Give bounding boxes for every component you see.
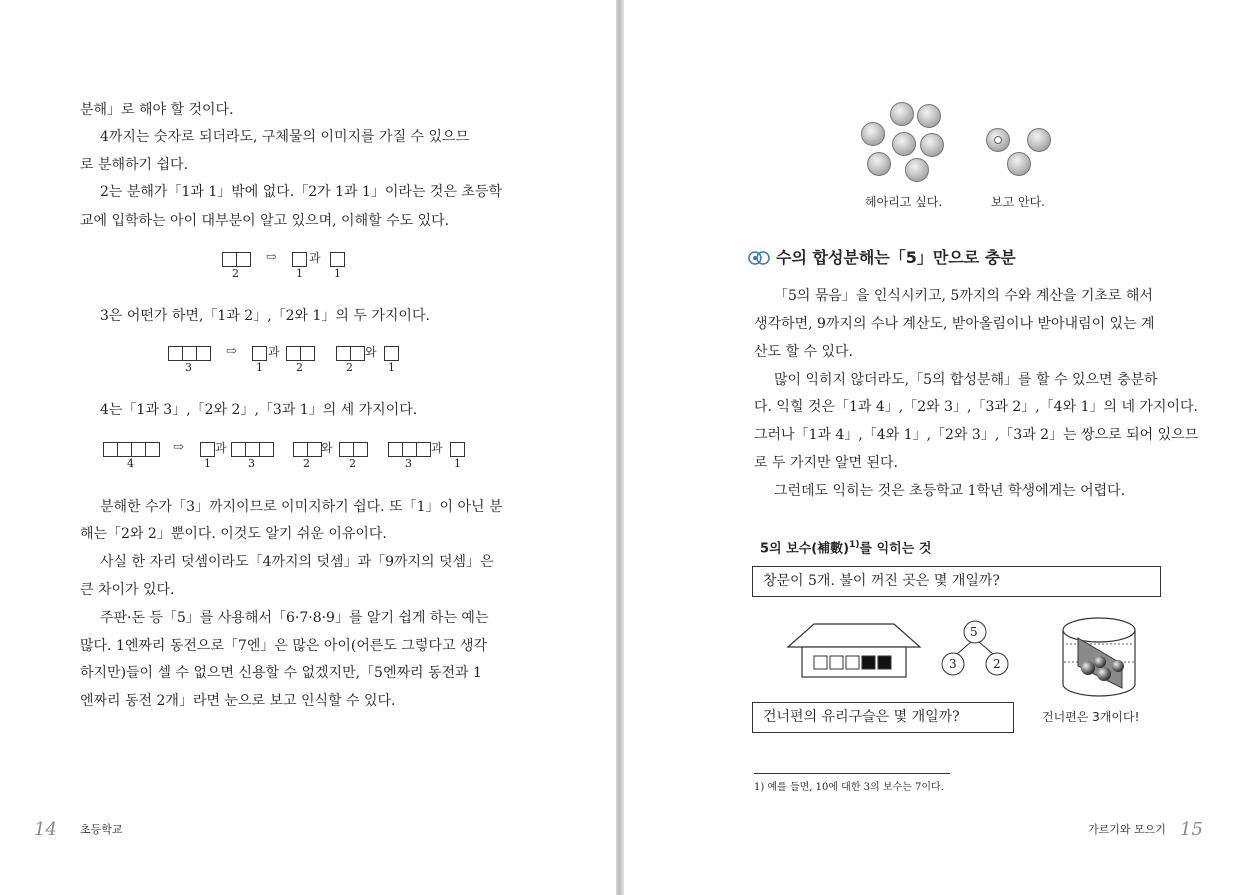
paragraph-line: 많이 익히지 않더라도,「5의 합성분해」를 할 수 있으면 충분하 bbox=[774, 372, 1158, 388]
box-label: 3 bbox=[405, 457, 412, 470]
box-group-2 bbox=[293, 442, 321, 456]
box-label: 3 bbox=[185, 361, 192, 374]
coin-icon bbox=[905, 158, 929, 182]
connector-word: 와 bbox=[365, 345, 377, 359]
box-label: 1 bbox=[454, 457, 461, 470]
paragraph-line: 하지만)들이 셀 수 없으면 신용할 수 없겠지만,「5엔짜리 동전과 1 bbox=[80, 665, 482, 681]
box-group-1 bbox=[252, 346, 266, 360]
arrow-icon: ⇨ bbox=[266, 250, 277, 265]
tree-top-number: 5 bbox=[970, 625, 978, 639]
footnote: 1) 예를 들면, 10에 대한 3의 보수는 7이다. bbox=[754, 782, 944, 793]
tree-right-number: 2 bbox=[993, 657, 1001, 671]
coin-icon bbox=[917, 104, 941, 128]
paragraph-line: 교에 입학하는 아이 대부분이 알고 있으며, 이해할 수도 있다. bbox=[80, 213, 450, 229]
connector-word: 과 bbox=[309, 251, 321, 265]
coin-caption-see: 보고 안다. bbox=[991, 195, 1045, 209]
subheading bbox=[760, 534, 931, 560]
box-label: 2 bbox=[296, 361, 303, 374]
section-heading: 수의 합성분해는「5」만으로 충분 bbox=[776, 248, 1016, 267]
arrow-icon: ⇨ bbox=[173, 440, 184, 455]
page-number: 14 bbox=[34, 819, 57, 840]
box-group-1 bbox=[450, 442, 464, 456]
arrow-icon: ⇨ bbox=[226, 344, 237, 359]
book-gutter bbox=[616, 0, 624, 895]
box-group-2 bbox=[286, 346, 314, 360]
connector-word: 와 bbox=[321, 441, 333, 455]
page-number: 15 bbox=[1180, 819, 1203, 840]
question-box-windows: 창문이 5개. 불이 꺼진 곳은 몇 개일까? bbox=[752, 566, 1161, 597]
section-heading-icon bbox=[748, 250, 770, 266]
coin-icon bbox=[867, 152, 891, 176]
box-label: 1 bbox=[296, 267, 303, 280]
coin-caption-count: 헤아리고 싶다. bbox=[865, 195, 943, 209]
box-label: 1 bbox=[256, 361, 263, 374]
paragraph-line: 2는 분해가「1과 1」밖에 없다.「2가 1과 1」이라는 것은 초등학 bbox=[100, 184, 502, 200]
box-group-1 bbox=[200, 442, 214, 456]
box-label: 2 bbox=[232, 267, 239, 280]
box-label: 2 bbox=[349, 457, 356, 470]
footnote-divider bbox=[754, 773, 950, 774]
coin-icon bbox=[861, 122, 885, 146]
coin-icon bbox=[920, 133, 944, 157]
box-group-1 bbox=[330, 252, 344, 266]
box-group-3 bbox=[388, 442, 430, 456]
left-page bbox=[0, 0, 616, 895]
subheading-tail: 를 익히는 것 bbox=[859, 541, 932, 557]
tree-left-number: 3 bbox=[949, 657, 957, 671]
box-label: 1 bbox=[334, 267, 341, 280]
subheading-text: 5의 보수(補數) bbox=[760, 541, 850, 557]
box-label: 2 bbox=[346, 361, 353, 374]
box-label: 2 bbox=[303, 457, 310, 470]
box-label: 1 bbox=[388, 361, 395, 374]
marble-container-illustration bbox=[1060, 616, 1138, 702]
decompose-2-diagram bbox=[222, 252, 362, 286]
coin-icon bbox=[892, 132, 916, 156]
question-box-marbles: 건너편의 유리구슬은 몇 개일까? bbox=[752, 702, 1014, 733]
running-title: 초등학교 bbox=[80, 823, 123, 836]
connector-word: 과 bbox=[268, 345, 280, 359]
box-group-1 bbox=[384, 346, 398, 360]
paragraph-line: 산도 할 수 있다. bbox=[754, 344, 853, 360]
right-page bbox=[624, 0, 1241, 895]
connector-word: 과 bbox=[431, 441, 443, 455]
house-illustration bbox=[786, 622, 922, 680]
box-group-2 bbox=[336, 346, 364, 360]
paragraph-line: 큰 차이가 있다. bbox=[80, 582, 175, 598]
box-label: 4 bbox=[127, 457, 134, 470]
marble-answer: 건너편은 3개이다! bbox=[1042, 710, 1140, 724]
paragraph-line: 그러나「1과 4」,「4와 1」,「2와 3」,「3과 2」는 쌍으로 되어 있으므 bbox=[754, 427, 1199, 443]
paragraph-line: 4까지는 숫자로 되더라도, 구체물의 이미지를 가질 수 있으므 bbox=[100, 129, 470, 145]
connector-word: 과 bbox=[215, 441, 227, 455]
paragraph-line: 4는「1과 3」,「2와 2」,「3과 1」의 세 가지이다. bbox=[100, 402, 418, 418]
box-group-4 bbox=[103, 442, 159, 456]
paragraph-line: 주판·돈 등「5」를 사용해서「6·7·8·9」를 알기 쉽게 하는 예는 bbox=[100, 610, 489, 626]
box-group-2 bbox=[339, 442, 367, 456]
paragraph-line: 로 분해하기 쉽다. bbox=[80, 157, 189, 173]
paragraph-line: 엔짜리 동전 2개」라면 눈으로 보고 인식할 수 있다. bbox=[80, 693, 396, 709]
paragraph-line: 다. 익힐 것은「1과 4」,「2와 3」,「3과 2」,「4와 1」의 네 가지이다. bbox=[754, 399, 1198, 415]
paragraph-line: 3은 어떤가 하면,「1과 2」,「2와 1」의 두 가지이다. bbox=[100, 308, 430, 324]
five-yen-coin-icon bbox=[986, 128, 1010, 152]
coin-icon bbox=[1027, 128, 1051, 152]
decompose-4-diagram bbox=[103, 442, 473, 476]
paragraph-line: 해는「2와 2」뿐이다. 이것도 알기 쉬운 이유이다. bbox=[80, 526, 387, 542]
paragraph-line: 「5의 묶음」을 인식시키고, 5까지의 수와 계산을 기초로 해서 bbox=[774, 288, 1153, 304]
running-title: 가르기와 모으기 bbox=[1088, 823, 1166, 836]
coin-icon bbox=[1007, 152, 1031, 176]
box-group-3 bbox=[168, 346, 210, 360]
footnote-marker: 1) bbox=[849, 540, 860, 550]
box-group-2 bbox=[222, 252, 250, 266]
paragraph-line: 생각하면, 9까지의 수나 계산도, 받아올림이나 받아내림이 있는 계 bbox=[754, 316, 1155, 332]
box-label: 3 bbox=[248, 457, 255, 470]
box-group-3 bbox=[231, 442, 273, 456]
paragraph-line: 그런데도 익히는 것은 초등학교 1학년 학생에게는 어렵다. bbox=[774, 483, 1126, 499]
paragraph-line: 로 두 가지만 알면 된다. bbox=[754, 455, 898, 471]
box-label: 1 bbox=[204, 457, 211, 470]
paragraph-line: 분해한 수가「3」까지이므로 이미지하기 쉽다. 또「1」이 아닌 분 bbox=[100, 499, 503, 515]
box-group-1 bbox=[292, 252, 306, 266]
decompose-3-diagram bbox=[168, 346, 408, 380]
paragraph-line: 분해」로 해야 할 것이다. bbox=[80, 102, 234, 118]
paragraph-line: 사실 한 자리 덧셈이라도「4까지의 덧셈」과「9까지의 덧셈」은 bbox=[100, 554, 494, 570]
paragraph-line: 많다. 1엔짜리 동전으로「7엔」은 많은 아이(어른도 그렇다고 생각 bbox=[80, 638, 488, 654]
coin-icon bbox=[890, 102, 914, 126]
